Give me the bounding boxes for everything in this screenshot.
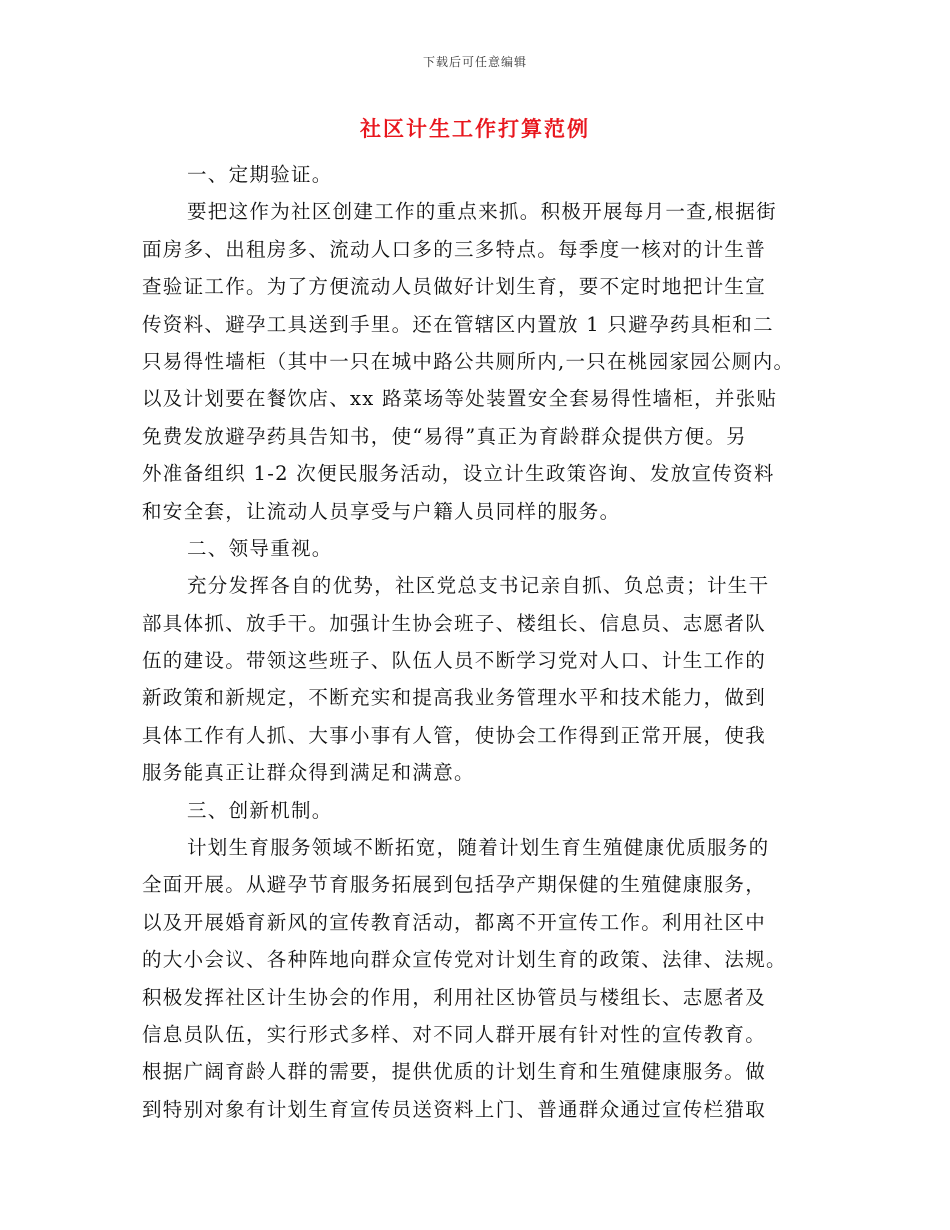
document-title: 社区计生工作打算范例 [360,116,590,141]
text-line: 查验证工作。为了方便流动人员做好计划生育，要不定时地把计生宣 [142,275,767,299]
text-line: 全面开展。从避孕节育服务拓展到包括孕产期保健的生殖健康服务， [142,873,767,897]
text-line: 的大小会议、各种阵地向群众宣传党对计划生育的政策、法律、法规。 [142,948,787,972]
text-line: 积极发挥社区计生协会的作用，利用社区协管员与楼组长、志愿者及 [142,985,767,1009]
text-line: 传资料、避孕工具送到手里。还在管辖区内置放 1 只避孕药具柜和二 [142,312,774,336]
text-line: 以及计划要在餐饮店、xx 路菜场等处装置安全套易得性墙柜，并张贴 [142,387,778,411]
text-line: 二、领导重视。 [187,536,333,560]
text-line: 三、创新机制。 [187,798,333,822]
text-line: 只易得性墙柜（其中一只在城中路公共厕所内,一只在桃园家园公厕内。 [142,349,795,373]
text-line: 面房多、出租房多、流动人口多的三多特点。每季度一核对的计生普 [142,237,767,261]
text-line: 外准备组织 1-2 次便民服务活动，设立计生政策咨询、发放宣传资料 [142,462,775,486]
text-line: 和安全套，让流动人员享受与户籍人员同样的服务。 [142,499,621,523]
text-line: 服务能真正让群众得到满足和满意。 [142,761,475,785]
header-note: 下载后可任意编辑 [422,55,527,69]
text-line: 伍的建设。带领这些班子、队伍人员不断学习党对人口、计生工作的 [142,649,767,673]
text-line: 新政策和新规定，不断充实和提高我业务管理水平和技术能力，做到 [142,686,767,710]
text-line: 具体工作有人抓、大事小事有人管，使协会工作得到正常开展，使我 [142,723,767,747]
text-line: 要把这作为社区创建工作的重点来抓。积极开展每月一查,根据街 [187,200,777,224]
document-body [142,156,842,1128]
text-line: 一、定期验证。 [187,163,333,186]
text-line: 信息员队伍，实行形式多样、对不同人群开展有针对性的宣传教育。 [142,1022,767,1046]
text-line: 部具体抓、放手干。加强计生协会班子、楼组长、信息员、志愿者队 [142,611,767,635]
text-line: 到特别对象有计划生育宣传员送资料上门、普通群众通过宣传栏猎取 [142,1097,767,1121]
text-line: 根据广阔育龄人群的需要，提供优质的计划生育和生殖健康服务。做 [142,1060,767,1084]
text-line: 免费发放避孕药具告知书，使“易得”真正为育龄群众提供方便。另 [142,424,747,448]
text-line: 计划生育服务领域不断拓宽，随着计划生育生殖健康优质服务的 [187,836,770,860]
text-line: 充分发挥各自的优势，社区党总支书记亲自抓、负总责；计生干 [187,574,770,598]
text-line: 以及开展婚育新风的宣传教育活动，都离不开宣传工作。利用社区中 [142,910,767,934]
